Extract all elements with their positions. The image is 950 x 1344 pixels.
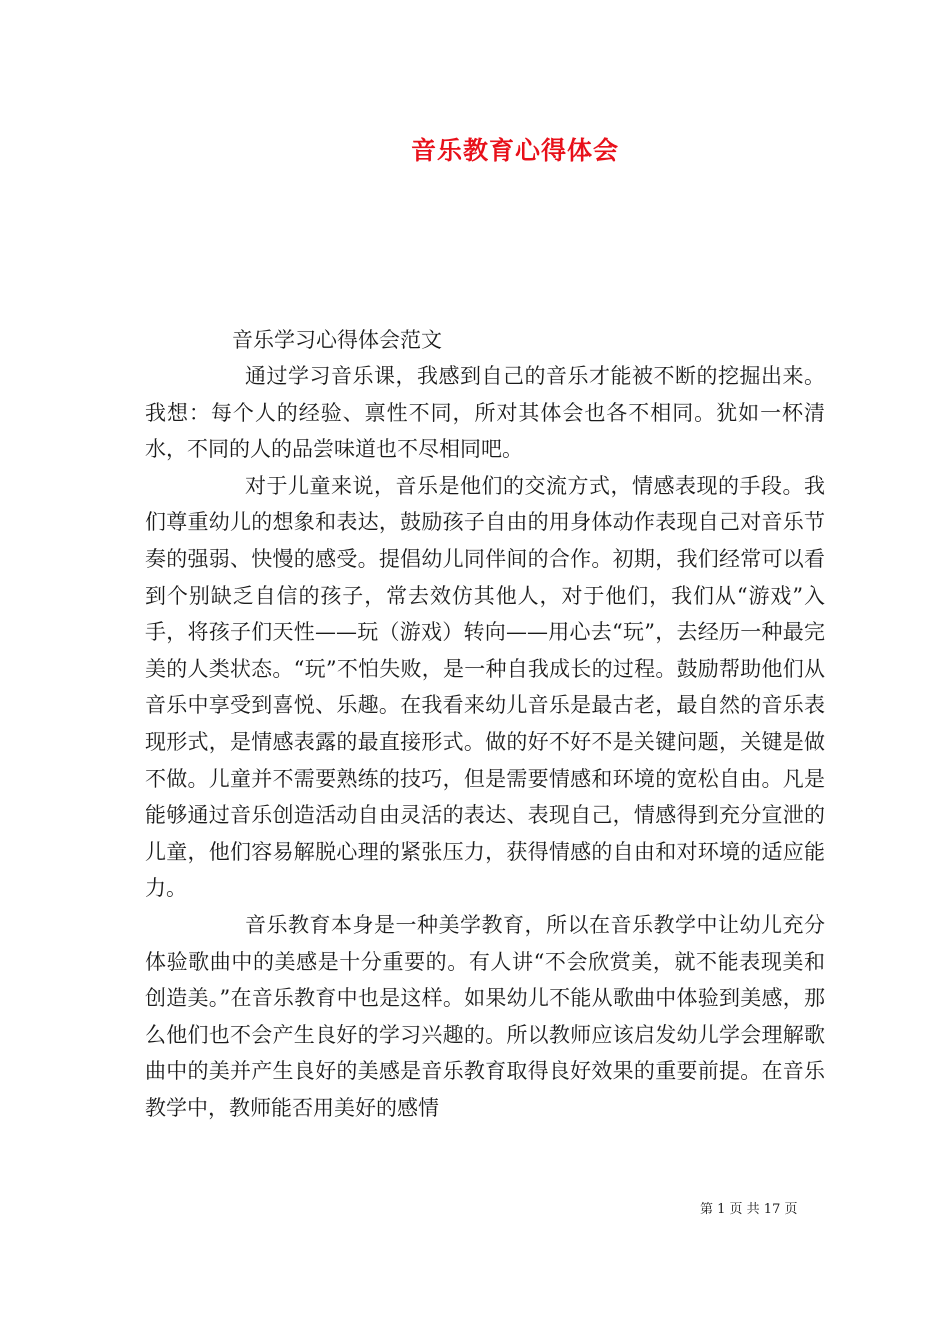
paragraph-2: 对于儿童来说，音乐是他们的交流方式，情感表现的手段。我们尊重幼儿的想象和表达，鼓励孩子自由的用身体动作表现自己对音乐节奏的强弱、快慢的感受。提倡幼儿同伴间的合作。初期，我们经常可以看到个别缺乏自信的孩子，常去效仿其他人，对于他们，我们从“游戏”入手，将孩子们天性——玩（游戏）转向——用心去“玩”，去经历一种最完美的人类状态。“玩”不怕失败，是一种自我成长的过程。鼓励帮助他们从音乐中享受到喜悦、乐趣。在我看来幼儿音乐是最古老，最自然的音乐表现形式，是情感表露的最直接形式。做的好不好不是关键问题，关键是做不做。儿童并不需要熟练的技巧，但是需要情感和环境的宽松自由。凡是能够通过音乐创造活动自由灵活的表达、表现自己，情感得到充分宣泄的儿童，他们容易解脱心理的紧张压力，获得情感的自由和对环境的适应能力。 <box>145 473 825 901</box>
document-body <box>145 358 825 1126</box>
paragraph-3: 音乐教育本身是一种美学教育，所以在音乐教学中让幼儿充分体验歌曲中的美感是十分重要的。有人讲“不会欣赏美，就不能表现美和创造美。”在音乐教育中也是这样。如果幼儿不能从歌曲中体验到美感，那么他们也不会产生良好的学习兴趣的。所以教师应该启发幼儿学会理解歌曲中的美并产生良好的美感是音乐教育取得良好效果的重要前提。在音乐教学中，教师能否用美好的感情 <box>145 912 825 1120</box>
document-title: 音乐教育心得体会 <box>410 136 619 165</box>
paragraph-1: 通过学习音乐课，我感到自己的音乐才能被不断的挖掘出来。我想：每个人的经验、禀性不同，所对其体会也各不相同。犹如一杯清水，不同的人的品尝味道也不尽相同吧。 <box>145 364 825 462</box>
page-number: 第 1 页 共 17 页 <box>700 1202 798 1217</box>
document-subtitle: 音乐学习心得体会范文 <box>232 328 442 352</box>
